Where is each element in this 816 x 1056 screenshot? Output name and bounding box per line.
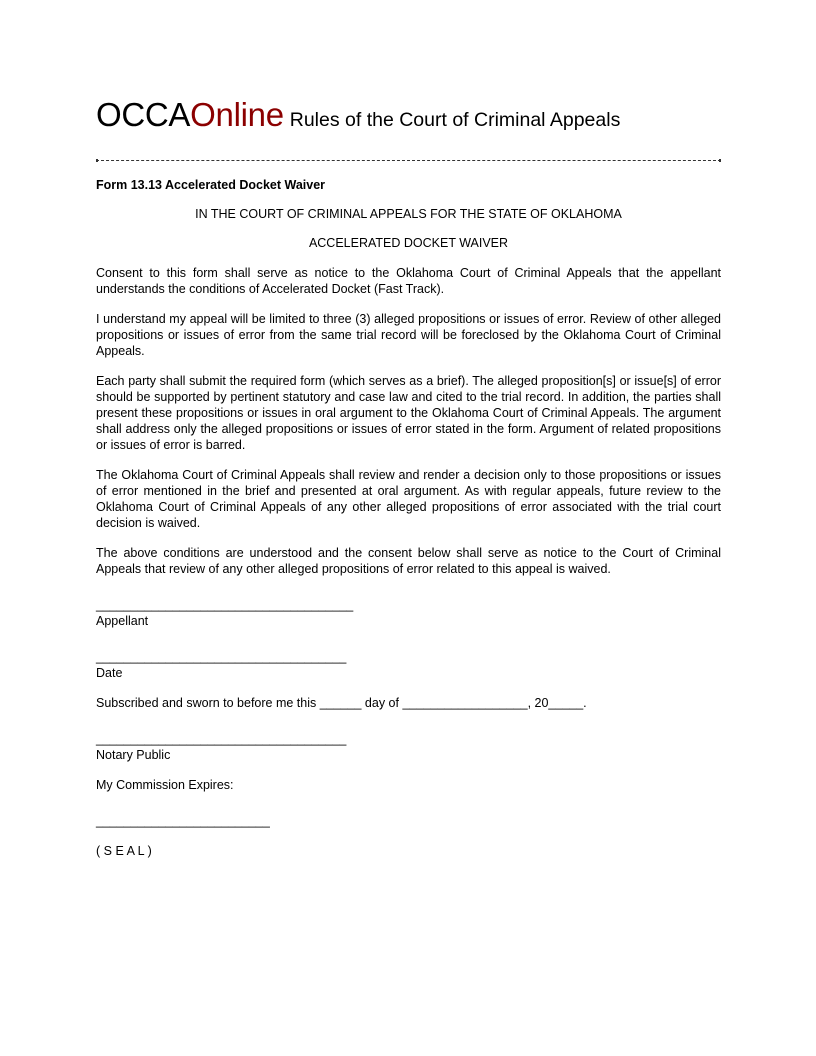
page-header [96, 96, 721, 136]
document-page [96, 96, 721, 859]
date-label: Date [96, 666, 123, 680]
paragraph-waiver: The above conditions are understood and the consent below shall serve as notice to the Court of Criminal Appeals that review of any other alleged propositions of error related to this appeal is waived. [96, 546, 721, 576]
form-title: Form 13.13 Accelerated Docket Waiver [96, 178, 326, 192]
date-signature-line: ____________________________________ [96, 650, 347, 664]
court-heading: IN THE COURT OF CRIMINAL APPEALS FOR THE STATE OF OKLAHOMA [195, 207, 622, 221]
notary-label: Notary Public [96, 748, 171, 762]
sworn-statement: Subscribed and sworn to before me this ______ day of __________________, 20_____. [96, 696, 587, 710]
notary-signature-line: ____________________________________ [96, 732, 347, 746]
brand-occa: OCCA [96, 96, 191, 133]
paragraph-consent: Consent to this form shall serve as notice to the Oklahoma Court of Criminal Appeals that the appellant understands the conditions of Accelerated Docket (Fast Track). [96, 266, 721, 296]
commission-expires-label: My Commission Expires: [96, 778, 234, 792]
header-subtitle: Rules of the Court of Criminal Appeals [289, 109, 621, 131]
document-title: ACCELERATED DOCKET WAIVER [308, 236, 509, 250]
paragraph-limitation: I understand my appeal will be limited to three (3) alleged propositions or issues of error. Review of other alleged propositions or issues of error from the same trial record will be foreclosed by the Oklahoma Court of Criminal Appeals. [96, 312, 721, 358]
seal-placeholder: ( S E A L ) [96, 844, 152, 858]
brand-online: Online [190, 96, 284, 133]
commission-signature-line: _________________________ [96, 814, 270, 828]
header-divider [96, 160, 721, 161]
paragraph-brief: Each party shall submit the required form (which serves as a brief). The alleged proposition[s] or issue[s] of error should be supported by pertinent statutory and case law and cited to the trial record. In addition, the parties shall present these propositions or issues in oral argument to the Oklahoma Court of Criminal Appeals. The argument shall address only the alleged propositions or issues of error stated in the form. Argument of related propositions or issues of error is barred. [96, 374, 721, 452]
appellant-label: Appellant [96, 614, 149, 628]
paragraph-review: The Oklahoma Court of Criminal Appeals shall review and render a decision only to those propositions or issues of error mentioned in the brief and presented at oral argument. As with regular appeals, future review to the Oklahoma Court of Criminal Appeals of any other alleged propositions of error associated with the trial court decision is waived. [96, 468, 721, 530]
appellant-signature-line: _____________________________________ [96, 598, 354, 612]
